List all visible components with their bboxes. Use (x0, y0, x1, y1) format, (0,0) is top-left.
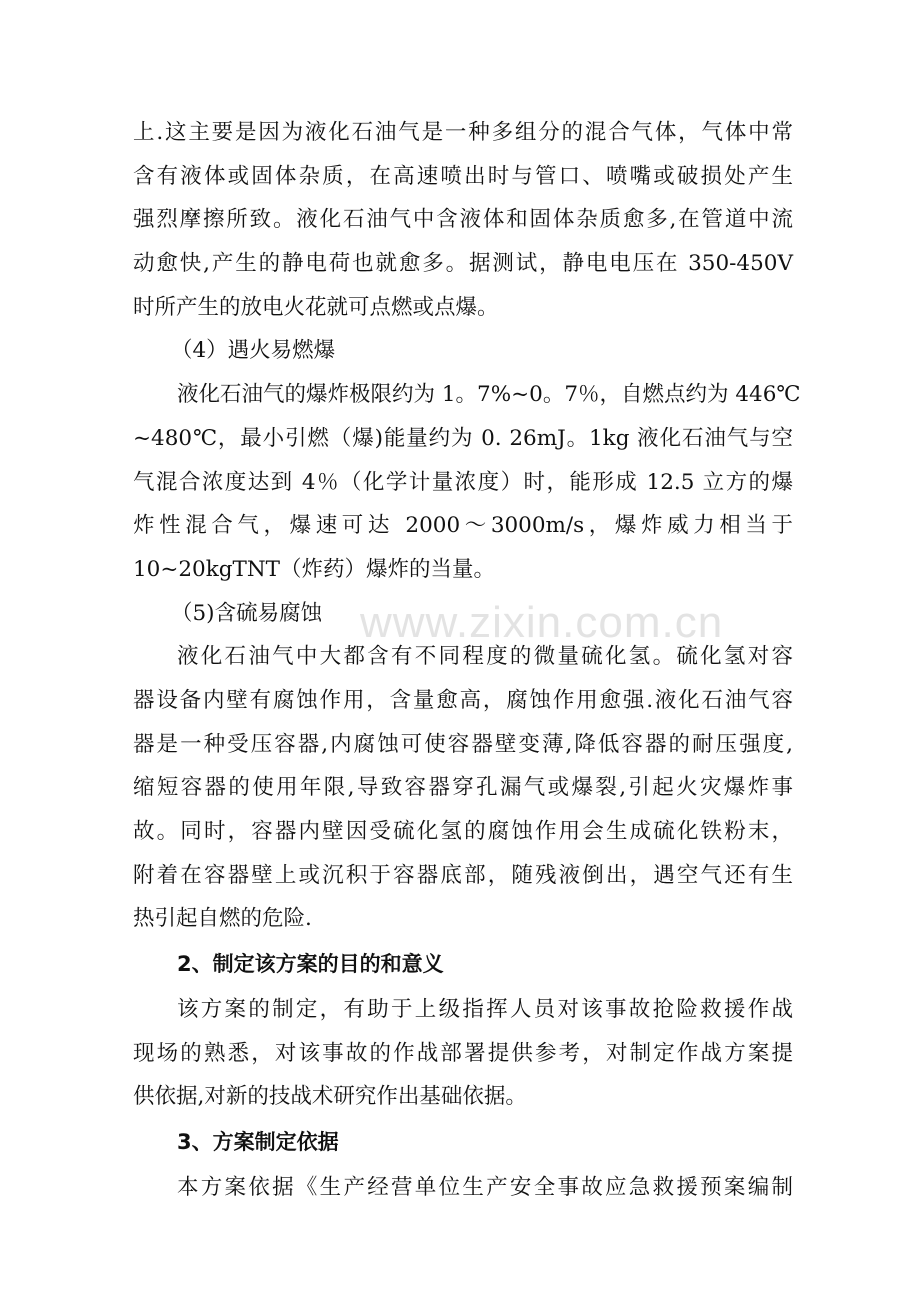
body-line: 器是一种受压容器,内腐蚀可使容器壁变薄,降低容器的耐压强度, (133, 731, 793, 757)
section-heading: 2、制定该方案的目的和意义 (177, 952, 444, 977)
document-body (133, 111, 801, 1210)
body-line: 时所产生的放电火花就可点燃或点爆。 (133, 294, 499, 320)
body-line: 器设备内壁有腐蚀作用，含量愈高，腐蚀作用愈强.液化石油气容 (133, 687, 793, 713)
body-line: 附着在容器壁上或沉积于容器底部，随残液倒出，遇空气还有生 (133, 862, 793, 888)
subsection-heading: （4）遇火易燃爆 (171, 338, 336, 364)
subsection-heading: （5)含硫易腐蚀 (171, 600, 323, 626)
body-line: 缩短容器的使用年限,导致容器穿孔漏气或爆裂,引起火灾爆炸事 (133, 775, 793, 801)
body-line: 供依据,对新的技战术研究作出基础依据。 (133, 1084, 527, 1110)
body-line: 本方案依据《生产经营单位生产安全事故应急救援预案编制 (177, 1175, 793, 1201)
body-line: 该方案的制定，有助于上级指挥人员对该事故抢险救援作战 (177, 997, 793, 1023)
body-line: 现场的熟悉，对该事故的作战部署提供参考，对制定作战方案提 (133, 1040, 793, 1066)
body-line: 含有液体或固体杂质，在高速喷出时与管口、喷嘴或破损处产生 (133, 163, 793, 189)
body-line: 气混合浓度达到 4％（化学计量浓度）时，能形成 12.5 立方的爆 (133, 469, 793, 495)
body-line: 10~20kgTNT（炸药）爆炸的当量。 (133, 556, 496, 582)
body-line: ~480℃，最小引燃（爆)能量约为 0. 26mJ。1kg 液化石油气与空 (133, 425, 793, 451)
body-line: 液化石油气中大都含有不同程度的微量硫化氢。硫化氢对容 (177, 644, 793, 670)
body-line: 上.这主要是因为液化石油气是一种多组分的混合气体，气体中常 (133, 120, 793, 145)
body-line: 热引起自燃的危险. (133, 906, 312, 932)
section-heading: 3、方案制定依据 (177, 1130, 339, 1155)
watermark: www.zixin.com.cn (360, 598, 724, 647)
body-line: 炸性混合气，爆速可达 2000～3000m/s，爆炸威力相当于 (133, 513, 793, 539)
body-line: 液化石油气的爆炸极限约为 1。7%~0。7％，自燃点约为 446℃ (177, 382, 801, 408)
body-line: 强烈摩擦所致。液化石油气中含液体和固体杂质愈多,在管道中流 (133, 207, 793, 233)
body-line: 动愈快,产生的静电荷也就愈多。据测试，静电电压在 350-450V (133, 251, 793, 277)
body-line: 故。同时，容器内壁因受硫化氢的腐蚀作用会生成硫化铁粉末， (133, 819, 793, 844)
